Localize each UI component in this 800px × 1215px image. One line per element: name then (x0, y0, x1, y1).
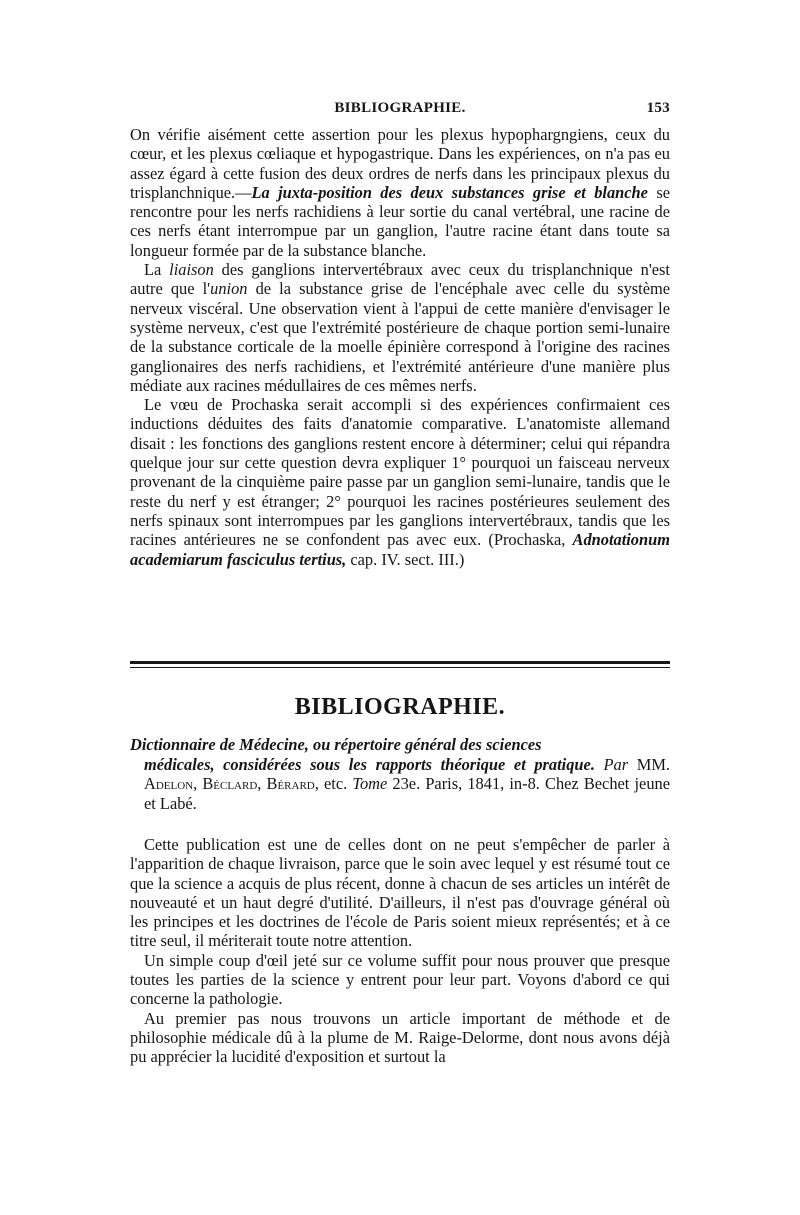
review-paragraph: Un simple coup d'œil jeté sur ce volume suffit pour nous prouver que presque toutes les parties de la science y entrent pour leur part. Voyons d'abord ce qui concerne la pathologie. (130, 950, 670, 1009)
divider-thin-rule (130, 667, 670, 668)
entry-authors: Adelon, Béclard, Bérard, (144, 774, 319, 793)
entry-title-continued: médicales, considérées sous les rapports théorique et pratique. (144, 754, 595, 774)
paragraph-text: de la substance grise de l'encéphale avec celle du système nerveux viscéral. Une observation vient à l'appui de cette manière d'envisager le système nerveux, c'est que l'extrémité postérieure de chaque portion semi-lunaire de la substance corticale de la moelle épinière correspond à l'origine des racines ganglionaires des nerfs rachidiens, et l'extrémité antérieure d'une manière plus médiate aux racines médullaires de ces mêmes nerfs. (130, 279, 670, 395)
entry-imprint: 1841, in-8. Chez Bechet jeune et Labé. (144, 774, 670, 813)
entry-tome: Tome (352, 774, 388, 793)
review-paragraph: Au premier pas nous trouvons un article important de méthode et de philosophie médicale dû à la plume de M. Raige-Delorme, dont nous avons déjà pu apprécier la lucidité d'exposition et surtout la (130, 1008, 670, 1067)
section-title: BIBLIOGRAPHIE. (294, 694, 506, 720)
citation-title: Adnotationum academiarum fasciculus tertius, (130, 530, 670, 569)
running-head (130, 100, 670, 122)
paragraph-text: cap. IV. sect. III.) (346, 549, 465, 569)
review-text (130, 835, 670, 1067)
running-head-title: BIBLIOGRAPHIE. (334, 100, 466, 116)
entry-text: etc. (318, 774, 353, 793)
emphasis-text: La juxta-position des deux substances grise et blanche (251, 182, 648, 202)
emphasis-text: union (210, 279, 248, 299)
paragraph-text: On vérifie aisément cette assertion pour les plexus hypophargngiens, ceux du cœur, et les plexus cœliaque et hypogastrique. Dans les expériences, on n'a pas eu assez égard à cette fusion des deux ordres de nerfs dans les principaux plexus du trisplanchnique.— (130, 125, 670, 202)
paragraph-prochaska (130, 395, 670, 569)
paragraph-text: Le vœu de Prochaska serait accompli si des expériences confirmaient ces inductions déduites des faits d'anatomie comparative. L'anatomiste allemand disait : les fonctions des ganglions restent encore à déterminer; celui qui répandra quelque jour sur cette question devra expliquer 1° pourquoi un faisceau nerveux provenant de la cinquième paire passe par un ganglion semi-lunaire, tandis que le reste du nerf y est étranger; 2° pourquoi les racines postérieures seulement des nerfs spinaux sont interrompues par les ganglions intervertébraux, tandis que les racines antérieures ne se confondent pas avec eux. (Prochaska, (130, 395, 670, 550)
page-number: 153 (646, 100, 670, 116)
entry-text: MM. (628, 754, 670, 774)
paragraph-juxtaposition (130, 125, 670, 260)
emphasis-text: liaison (169, 260, 214, 280)
entry-continuation (144, 755, 670, 814)
entry-text: 23e. Paris, (387, 774, 463, 793)
paragraph-text: des ganglions intervertébraux avec ceux du trisplanchnique n'est autre que l' (130, 260, 670, 299)
paragraph-text: se rencontre pour les nerfs rachidiens à leur sortie du canal vertébral, une racine de ces nerfs étant interrompue par un ganglion, l'autre racine étant dans toute sa longueur formée par de la substance blanche. (130, 182, 670, 260)
divider-thick-rule (130, 661, 670, 664)
review-paragraph: Cette publication est une de celles dont on ne peut s'empêcher de parler à l'apparition de chaque livraison, parce que le soin avec lequel y est résumé tout ce que la science a acquis de plus récent, donne à chacun de ses articles un intérêt de nouveauté et un haut degré d'utilité. D'ailleurs, il n'est pas d'ouvrage général où les principes et les doctrines de l'école de Paris soient mieux représentés; et à ce titre seul, il mériterait toute notre attention. (130, 835, 670, 951)
main-text (130, 125, 670, 569)
paragraph-text: La (144, 260, 170, 280)
paragraph-liaison (130, 260, 670, 395)
section-divider (130, 661, 670, 668)
bibliography-entry (130, 735, 670, 813)
entry-title: Dictionnaire de Médecine, ou répertoire général des sciences (130, 735, 542, 754)
entry-par: Par (603, 754, 629, 774)
